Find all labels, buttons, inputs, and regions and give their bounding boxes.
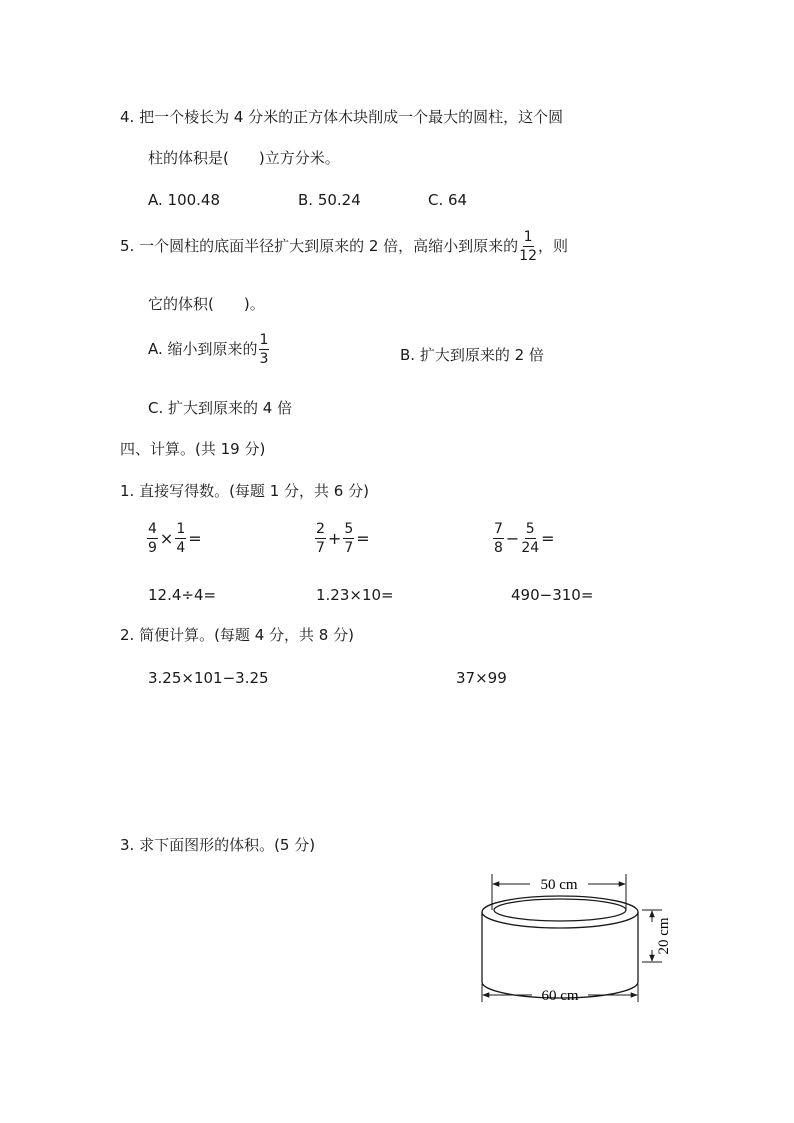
q5-option-c: C. 扩大到原来的 4 倍	[148, 399, 293, 417]
fraction-denominator: 7	[316, 540, 325, 556]
ring-cylinder-diagram	[470, 862, 680, 1012]
fraction	[175, 522, 186, 555]
calc-expr-5: 1.23×10=	[316, 586, 394, 604]
fraction-numerator: 5	[525, 521, 535, 537]
outer-diameter-label: 60 cm	[541, 988, 579, 1004]
operator: +	[327, 528, 342, 548]
q5-line1	[120, 230, 568, 263]
q4-line2: 柱的体积是( )立方分米。	[148, 149, 340, 167]
section4-title: 四、计算。(共 19 分)	[120, 440, 266, 458]
operator: −	[505, 528, 520, 548]
operator: ×	[159, 528, 174, 548]
fraction-numerator: 1	[176, 521, 186, 537]
q5-line2: 它的体积( )。	[148, 295, 265, 313]
fraction	[343, 522, 354, 555]
ring-cylinder-figure	[470, 862, 680, 1016]
section4-sub2-title: 2. 简便计算。(每题 4 分，共 8 分)	[120, 626, 354, 644]
q5-option-b: B. 扩大到原来的 2 倍	[400, 346, 544, 364]
calc-expr-4: 12.4÷4=	[148, 586, 217, 604]
fraction	[147, 522, 158, 555]
simplify-expr-2: 37×99	[456, 669, 507, 687]
calc-expr-3	[492, 521, 556, 555]
q5-line1-tail: ，则	[538, 237, 569, 255]
calc-expr-1	[146, 521, 203, 555]
q5-option-a-text: A. 缩小到原来的	[148, 340, 258, 358]
simplify-expr-1: 3.25×101−3.25	[148, 669, 269, 687]
fraction	[493, 522, 504, 555]
fraction	[315, 522, 326, 555]
fraction-numerator: 1	[523, 229, 533, 245]
calc-expr-6: 490−310=	[511, 586, 594, 604]
equals-sign: =	[541, 528, 555, 548]
fraction-denominator: 24	[521, 540, 540, 556]
height-label: 20 cm	[656, 917, 672, 955]
equals-sign: =	[356, 528, 370, 548]
fraction-denominator: 7	[344, 540, 354, 556]
fraction	[521, 522, 539, 555]
q5-option-a	[148, 333, 270, 366]
fraction-denominator: 9	[148, 540, 157, 556]
fraction-denominator: 4	[176, 540, 186, 556]
equals-sign: =	[188, 528, 202, 548]
inner-diameter-label: 50 cm	[540, 877, 578, 893]
q4-line1: 4. 把一个棱长为 4 分米的正方体木块削成一个最大的圆柱，这个圆	[120, 108, 564, 126]
q4-option-c: C. 64	[428, 191, 468, 209]
fraction-numerator: 2	[316, 521, 325, 537]
fraction-numerator: 1	[259, 332, 269, 348]
section4-sub1-title: 1. 直接写得数。(每题 1 分，共 6 分)	[120, 482, 369, 500]
fraction-denominator: 3	[259, 351, 269, 367]
q4-option-b: B. 50.24	[298, 191, 361, 209]
q5-option-a-fraction	[259, 333, 270, 366]
inner-top-ellipse	[494, 899, 626, 921]
fraction-numerator: 4	[148, 521, 157, 537]
fraction-denominator: 8	[494, 540, 503, 556]
q5-line1-text: 5. 一个圆柱的底面半径扩大到原来的 2 倍，高缩小到原来的	[120, 237, 519, 255]
calc-expr-2	[314, 521, 371, 555]
fraction-numerator: 7	[494, 521, 503, 537]
fraction-denominator: 12	[519, 248, 537, 264]
q4-option-a: A. 100.48	[148, 191, 221, 209]
section4-sub3-title: 3. 求下面图形的体积。(5 分)	[120, 836, 316, 854]
fraction-numerator: 5	[344, 521, 354, 537]
q5-line1-fraction	[519, 230, 537, 263]
